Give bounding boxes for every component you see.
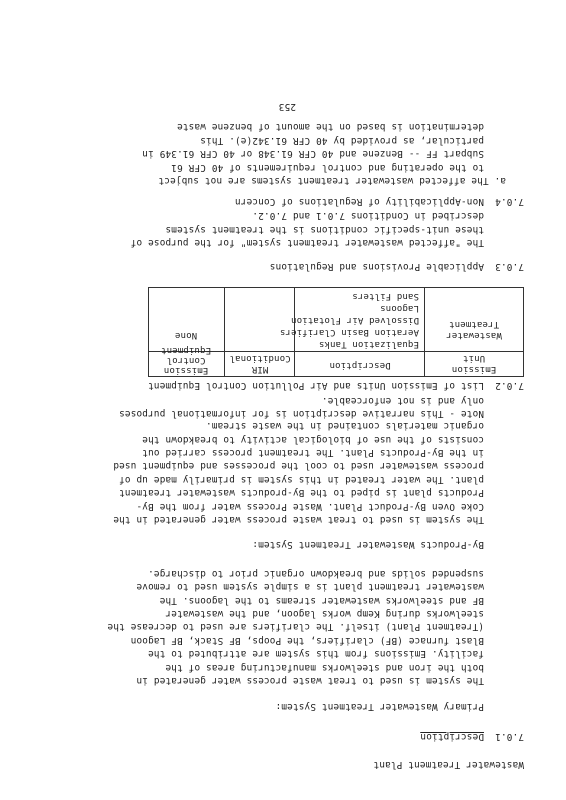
section-title: Non-Applicability of Regulations of Concern — [234, 196, 484, 207]
header-text: MIR — [251, 364, 269, 374]
section-number: 7.0.4 — [495, 196, 524, 207]
text-line: particular, as provided by 40 CFR 61.342(e). This — [200, 134, 484, 146]
table-column-divider — [424, 288, 425, 376]
row-unit-name — [427, 318, 521, 340]
text-line: steelworks during Kemp works lagoon, and the wastewater — [165, 607, 484, 619]
non-applicability-paragraph — [86, 120, 506, 187]
text-line: described in Conditions 7.0.1 and 7.0.2. — [252, 210, 484, 222]
header-description: Description — [329, 360, 391, 370]
text-line: in the By-Products Plant. The treatment process carried out — [142, 446, 484, 458]
applicable-paragraph — [64, 209, 484, 249]
header-mir-conditional — [227, 352, 293, 374]
byproducts-system-title: By-Products Wastewater Treatment System: — [252, 539, 484, 550]
equipment-line: Dissolved Air Flotation — [290, 315, 419, 325]
emission-units-table — [148, 287, 524, 377]
text-line: to the operating and control requirements of 40 CFR 61 — [171, 161, 484, 173]
section-7-0-3-heading — [270, 260, 524, 273]
byproducts-system-paragraph — [64, 419, 484, 526]
section-title: Description — [420, 731, 484, 742]
text-line: determination is based on the amount of benzene waste — [176, 121, 484, 133]
section-number: 7.0.1 — [495, 731, 524, 742]
text-line: The system is used to treat waste process water generated in the — [113, 514, 484, 525]
text-line: (Treatment Plant) itself. The clarifiers are used to decrease the — [107, 621, 484, 633]
text-line: both the iron and steelworks manufacturing areas of the — [165, 661, 484, 673]
text-line: Note - This narrative description is for informational purposes — [118, 408, 484, 419]
control-equipment-value: None — [174, 330, 198, 340]
text-line: suspended solids and breakdown organic prior to discharge. — [147, 567, 484, 579]
equipment-line: Equalization Tanks — [318, 339, 419, 349]
section-number: 7.0.2 — [495, 380, 524, 391]
header-emission-unit — [427, 352, 521, 374]
section-title: List of Emission Units and Air Pollution Control Equipment — [147, 380, 484, 391]
cell-text: Wastewater — [446, 330, 502, 340]
header-text: Emission — [163, 365, 209, 375]
section-title: Applicable Provisions and Regulations — [269, 261, 484, 272]
text-line: The system is used to treat waste process water generated in — [136, 675, 484, 686]
section-7-0-1-heading — [420, 730, 524, 743]
text-line: wastewater treatment plant is a simple system used to remove — [136, 581, 484, 593]
equipment-line: Sand Filters — [352, 291, 419, 301]
text-line: Blast furnace (BF) clarifiers, the Poops, BF Stack, BF Lagoon — [130, 634, 484, 646]
header-text: Control — [166, 355, 206, 365]
text-line: process wastewater used to cool the processes and equipment used — [113, 460, 484, 472]
text-line: a. The affected wastewater treatment systems are not subject — [158, 175, 506, 186]
text-line: Products plant is piped to the By-products wastewater treatment — [118, 487, 484, 499]
section-number: 7.0.3 — [495, 261, 524, 272]
note-paragraph — [64, 393, 484, 420]
text-line: facility. Emissions from this system are attributed to the — [147, 648, 484, 660]
text-line: Coke Oven By-Product Plant. Waste Process water from the By- — [136, 500, 484, 512]
text-line: consists of the use of biological activity to breakdown the — [142, 433, 484, 445]
section-7-0-4-heading — [235, 195, 524, 208]
document-heading: Wastewater Treatment Plant — [373, 759, 524, 770]
section-7-0-2-heading — [148, 379, 524, 392]
cell-text: Treatment — [448, 319, 500, 329]
text-line: these unit-specific conditions is the treatment systems — [165, 223, 484, 235]
primary-system-paragraph — [64, 566, 484, 687]
primary-system-title: Primary Wastewater Treatment System: — [275, 701, 484, 712]
text-line: only and is not enforceable. — [321, 394, 484, 406]
text-line: The "affected wastewater treatment system" for the purpose of — [130, 237, 484, 248]
page-number: 253 — [278, 101, 296, 112]
text-line: BF and steelworks wastewater streams to the lagoons. The — [159, 594, 484, 606]
header-text: Emission — [451, 364, 497, 374]
equipment-line: Lagoons — [380, 303, 419, 313]
text-line: Subpart FF -- Benzene and 40 CFR 61.348 or 40 CFR 61.349 in — [142, 148, 484, 160]
text-line: organic materials contained in the waste stream. — [205, 420, 484, 432]
header-text: Equipment — [160, 345, 212, 355]
header-control-equipment — [149, 345, 223, 375]
text-line: plant. The water treated in this system is primarily made up of — [118, 473, 484, 485]
table-column-divider — [224, 288, 225, 376]
header-text: Conditional — [229, 353, 291, 363]
header-text: Unit — [462, 353, 486, 363]
equipment-line: Aeration Basin Clarifiers — [279, 327, 419, 337]
